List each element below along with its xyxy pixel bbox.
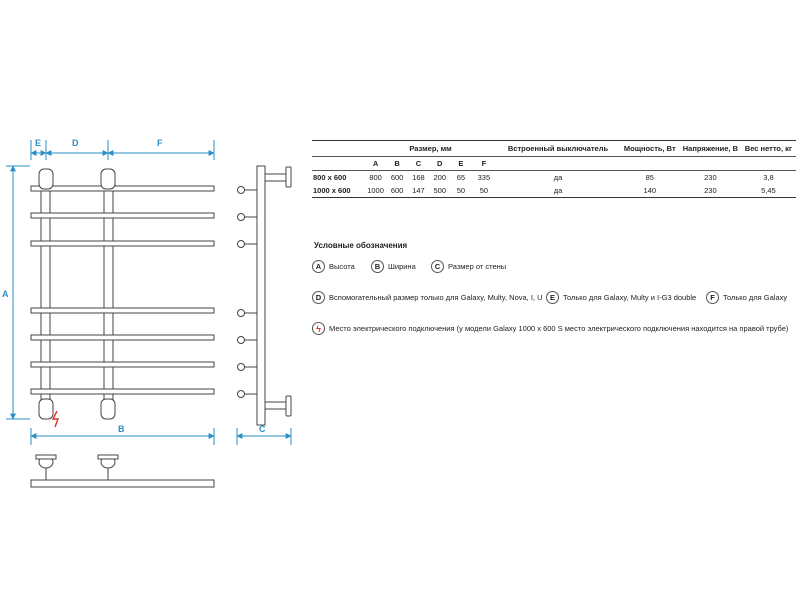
legend-text-c: Размер от стены — [448, 262, 507, 271]
legend-item-a — [312, 260, 355, 273]
row-model: 1000 x 600 — [312, 184, 365, 198]
header-voltage: Напряжение, В — [680, 141, 741, 157]
horizontal-bars — [31, 186, 214, 394]
cell-weight: 5,45 — [741, 184, 796, 198]
subheader-blank-2 — [620, 157, 680, 171]
header-empty — [312, 141, 365, 157]
subheader-e: E — [458, 159, 464, 168]
cell-c: 147 — [408, 184, 429, 198]
cell-d: 200 — [429, 171, 450, 185]
cell-switch: да — [496, 171, 619, 185]
legend-title: Условные обозначения — [314, 241, 408, 250]
table-row — [312, 171, 796, 185]
subheader-empty — [312, 157, 365, 171]
legend-text-f: Только для Galaxy — [723, 293, 788, 302]
cell-c: 168 — [408, 171, 429, 185]
legend-letter-b: B — [371, 260, 384, 273]
subheader-d: D — [437, 159, 443, 168]
cell-f: 335 — [471, 171, 496, 185]
electric-connection-icon — [53, 411, 58, 427]
cell-b: 600 — [386, 171, 407, 185]
subheader-c: C — [415, 159, 422, 168]
legend-item-c — [431, 260, 506, 273]
cell-voltage: 230 — [680, 171, 741, 185]
cell-power: 140 — [620, 184, 680, 198]
subheader-f: F — [481, 159, 487, 168]
legend-item-electric — [312, 322, 788, 335]
legend-text-e: Только для Galaxy, Multy и I-G3 double — [563, 293, 697, 302]
table-row — [312, 184, 796, 198]
legend-text-electric: Место электрического подключения (у модели Galaxy 1000 х 600 S место электрического подключения находится на правой трубе) — [329, 324, 789, 333]
front-view — [31, 169, 214, 427]
header-switch: Встроенный выключатель — [496, 141, 619, 157]
dim-label-f: F — [157, 138, 163, 148]
legend-text-b: Ширина — [388, 262, 416, 271]
legend-item-e — [546, 291, 696, 304]
cell-a: 800 — [365, 171, 387, 185]
subheader-blank-4 — [741, 157, 796, 171]
side-view — [238, 166, 292, 425]
legend-letter-c: C — [431, 260, 444, 273]
vertical-pipes — [41, 173, 113, 413]
subheader-blank-3 — [680, 157, 741, 171]
cell-f: 50 — [471, 184, 496, 198]
cell-weight: 3,8 — [741, 171, 796, 185]
dim-label-c: C — [259, 424, 266, 434]
legend-letter-f: F — [706, 291, 719, 304]
dim-label-e: E — [35, 138, 42, 148]
electric-connection-icon: ϟ — [312, 322, 325, 335]
legend-item-d — [312, 291, 543, 304]
subheader-blank-1 — [496, 157, 619, 171]
legend-item-b — [371, 260, 416, 273]
dim-label-b: B — [118, 424, 125, 434]
row-model: 800 x 600 — [312, 171, 365, 185]
header-size: Размер, мм — [365, 141, 497, 157]
cell-d: 500 — [429, 184, 450, 198]
cell-a: 1000 — [365, 184, 387, 198]
cell-e: 50 — [450, 184, 471, 198]
header-weight: Вес нетто, кг — [741, 141, 796, 157]
top-view — [31, 455, 214, 487]
cell-power: 85 — [620, 171, 680, 185]
legend-letter-e: E — [546, 291, 559, 304]
dim-label-d: D — [72, 138, 79, 148]
cell-voltage: 230 — [680, 184, 741, 198]
legend-text-a: Высота — [329, 262, 355, 271]
header-power: Мощность, Вт — [620, 141, 680, 157]
dim-label-a: A — [2, 289, 9, 299]
legend-letter-a: A — [312, 260, 325, 273]
table-subheader-row — [312, 157, 796, 171]
cell-e: 65 — [450, 171, 471, 185]
legend-item-f — [706, 291, 787, 304]
legend-letter-d: D — [312, 291, 325, 304]
cell-b: 600 — [386, 184, 407, 198]
subheader-b: B — [394, 159, 400, 168]
spec-table — [312, 140, 796, 198]
subheader-a: A — [372, 159, 379, 168]
legend-text-d: Вспомогательный размер только для Galaxy, Multy, Nova, I, U — [329, 293, 543, 302]
cell-switch: да — [496, 184, 619, 198]
table-header-row — [312, 141, 796, 157]
